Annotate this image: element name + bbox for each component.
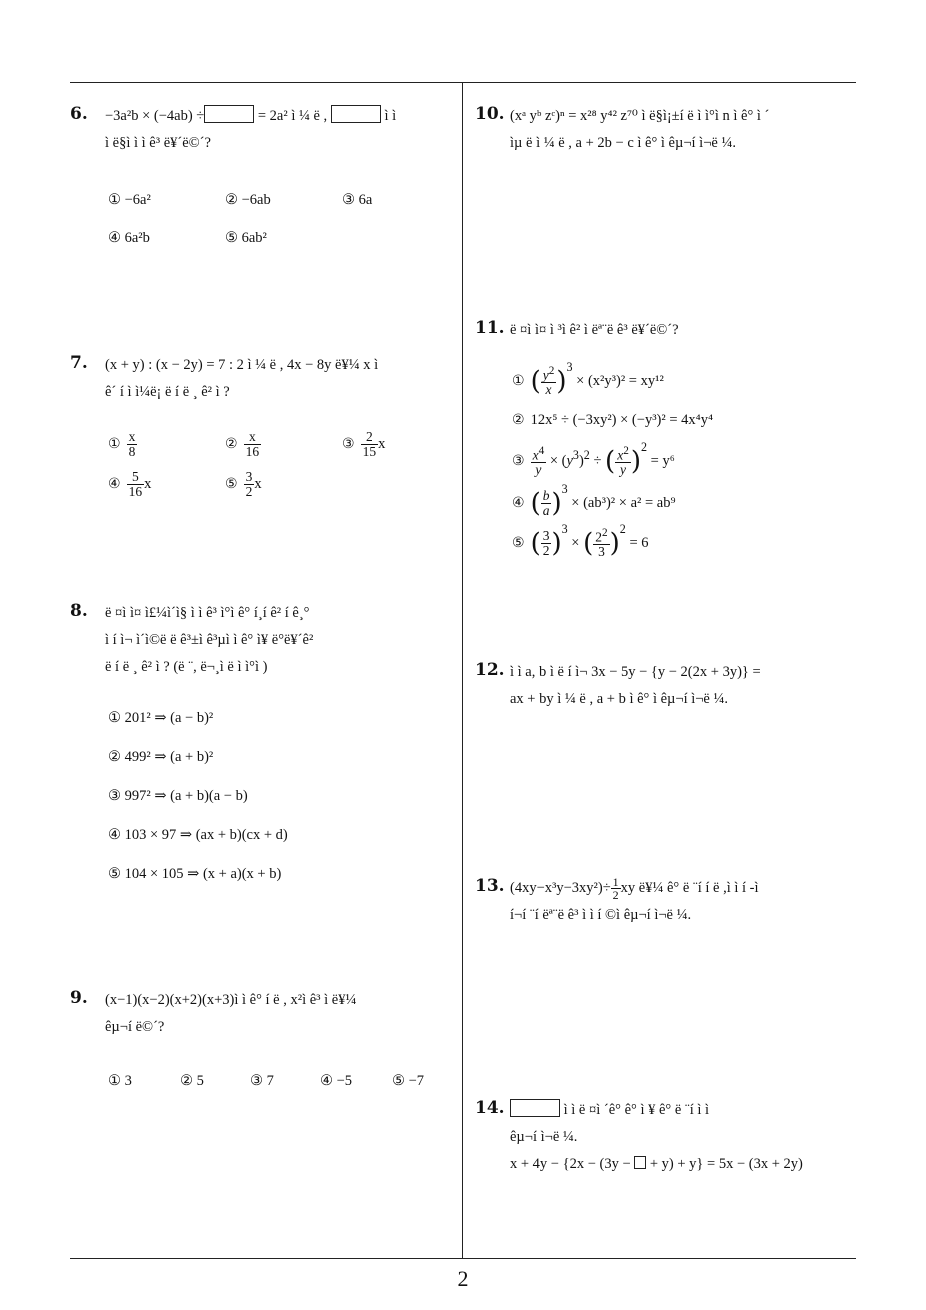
option-4[interactable]: ④ $\frac{5}{16}$ x	[108, 469, 152, 500]
question-9	[70, 987, 455, 1041]
question-number: 13.	[475, 876, 505, 896]
question-text: (x−1)(x−2)(x+2)(x+3)ì ì ê° í ë , x²ì ê³ ì ë¥¼	[105, 992, 357, 1008]
option-5[interactable]: ⑤ −7	[392, 1073, 425, 1089]
question-text: −3a²b × (−4ab) ÷	[105, 108, 205, 124]
question-14	[475, 1097, 860, 1178]
option-3[interactable]: ③ $\frac{2}{15}$ x	[342, 429, 386, 460]
option-1[interactable]: ① 3	[108, 1073, 132, 1089]
option-2[interactable]: ② $\frac{x}{16}$	[225, 429, 260, 460]
question-number: 14.	[475, 1098, 505, 1118]
answer-blank-box	[204, 105, 254, 123]
option-5[interactable]: ⑤ 104 × 105 ⇒ (x + a)(x + b)	[108, 866, 282, 882]
option-3[interactable]: ③ 6a	[342, 192, 373, 208]
question-text: (x + y) : (x − 2y) = 7 : 2 ì ¼ ë , 4x − 8y ë¥¼ x ì	[105, 357, 379, 373]
question-text: ìµ ë ì ¼ ë , a + 2b − c ì ê° ì êµ¬í ì¬ë ¼.	[510, 135, 736, 151]
answer-blank-box	[331, 105, 381, 123]
question-text: êµ¬í ì¬ë ¼.	[510, 1129, 578, 1145]
question-8	[70, 600, 455, 681]
option-1[interactable]: ① ( $\frac{y^2}{x}$ )$^3$ × (x²y³)² = xy¹²	[512, 360, 664, 398]
option-2[interactable]: ② 12x⁵ ÷ (−3xy²) × (−y³)² = 4x⁴y⁴	[512, 412, 714, 428]
option-4[interactable]: ④ 103 × 97 ⇒ (ax + b)(cx + d)	[108, 827, 288, 843]
option-3[interactable]: ③ $\frac{x^4}{y}$ × $(y^3)^2$ ÷ ( $\frac{x^2}{y}$ )$^2$ = y⁶	[512, 440, 675, 478]
question-text: ax + by ì ¼ ë , a + b ì ê° ì êµ¬í ì¬ë ¼.	[510, 691, 728, 707]
question-number: 9.	[70, 988, 88, 1008]
page-number: 2	[457, 1266, 469, 1291]
question-text: + y) + y} = 5x − (3x + 2y)	[649, 1156, 803, 1172]
question-7	[70, 352, 455, 406]
question-text: = 2a² ì ¼ ë ,	[257, 108, 328, 124]
blank-square	[634, 1156, 646, 1169]
column-divider	[462, 82, 463, 1259]
option-2[interactable]: ② 5	[180, 1073, 204, 1089]
question-text: êµ¬í ë©´?	[105, 1019, 165, 1035]
answer-blank-box	[510, 1099, 560, 1117]
option-1[interactable]: ① −6a²	[108, 192, 151, 208]
question-text: ì í ì¬ ì´ì©ë ë ê³±ì ê³µì ì ê° ì¥ ë°ë¥´ê²	[105, 632, 314, 648]
option-5[interactable]: ⑤ $\frac{3}{2}$ x	[225, 469, 262, 500]
question-12	[475, 659, 860, 713]
question-13: 13. (4xy−x³y−3xy²)÷ $\frac{1}{2}$ xy ë¥¼ ê° ë ¨í í ë ,ì ì í -ì í¬í ¨í ëª¨ë ê³ ì ì í ©ì êµ¬í ì¬ë ¼.	[475, 875, 860, 929]
question-text: ì ì ë ¤ì ´ê° ê° ì ¥ ê° ë ¨í ì ì	[563, 1102, 710, 1118]
question-number: 8.	[70, 601, 88, 621]
question-text: x + 4y − {2x − (3y −	[510, 1156, 631, 1172]
question-text: (4xy−x³y−3xy²)÷	[510, 880, 611, 896]
question-text: ì ì	[384, 108, 397, 124]
question-text: ê´ í ì ì¼ë¡ ë í ë ¸ ê² ì ?	[105, 384, 230, 400]
question-text: ì ë§ì ì ì ê³ ë¥´ë©´?	[105, 135, 211, 151]
option-5[interactable]: ⑤ 6ab²	[225, 230, 267, 246]
option-4[interactable]: ④ −5	[320, 1073, 353, 1089]
option-5[interactable]: ⑤ ( $\frac{3}{2}$ )$^3$ × ( $\frac{2^2}{3}$ )$^2$ = 6	[512, 522, 649, 560]
option-3[interactable]: ③ 997² ⇒ (a + b)(a − b)	[108, 788, 248, 804]
question-number: 7.	[70, 353, 88, 373]
question-11	[475, 317, 860, 344]
option-1[interactable]: ① $\frac{x}{8}$	[108, 429, 136, 460]
top-rule	[70, 82, 856, 83]
question-text: ë ¤ì ì¤ ì£¼ì´ì§ ì ì ê³ ì°ì ê° í¸í ê² í ê¸°	[105, 605, 310, 621]
question-text: í¬í ¨í ëª¨ë ê³ ì ì í ©ì êµ¬í ì¬ë ¼.	[510, 907, 692, 923]
question-text: (xᵃ yᵇ zᶜ)ⁿ = x²⁸ y⁴² z⁷⁰ ì ë§ì¡±í ë ì ì°ì n ì ê° ì ´	[510, 108, 770, 124]
question-number: 12.	[475, 660, 505, 680]
question-10	[475, 103, 860, 157]
bottom-rule	[70, 1258, 856, 1259]
question-number: 11.	[475, 318, 505, 338]
option-1[interactable]: ① 201² ⇒ (a − b)²	[108, 710, 214, 726]
option-3[interactable]: ③ 7	[250, 1073, 274, 1089]
question-text: ë í ë ¸ ê² ì ? (ë ¨, ë¬¸ì ë ì ì°ì )	[105, 659, 268, 675]
question-number: 6.	[70, 104, 88, 124]
option-4[interactable]: ④ 6a²b	[108, 230, 150, 246]
option-4[interactable]: ④ ( $\frac{b}{a}$ )$^3$ × (ab³)² × a² = ab⁹	[512, 482, 676, 519]
question-6	[70, 103, 455, 157]
question-text: ë ¤ì ì¤ ì ³ì ê² ì ëª¨ë ê³ ë¥´ë©´?	[510, 322, 679, 338]
option-2[interactable]: ② −6ab	[225, 192, 271, 208]
question-text: ì ì a, b ì ë í ì¬ 3x − 5y − {y − 2(2x + 3y)} =	[510, 664, 761, 680]
question-text: xy ë¥¼ ê° ë ¨í í ë ,ì ì í -ì	[620, 880, 759, 896]
question-number: 10.	[475, 104, 505, 124]
option-2[interactable]: ② 499² ⇒ (a + b)²	[108, 749, 214, 765]
